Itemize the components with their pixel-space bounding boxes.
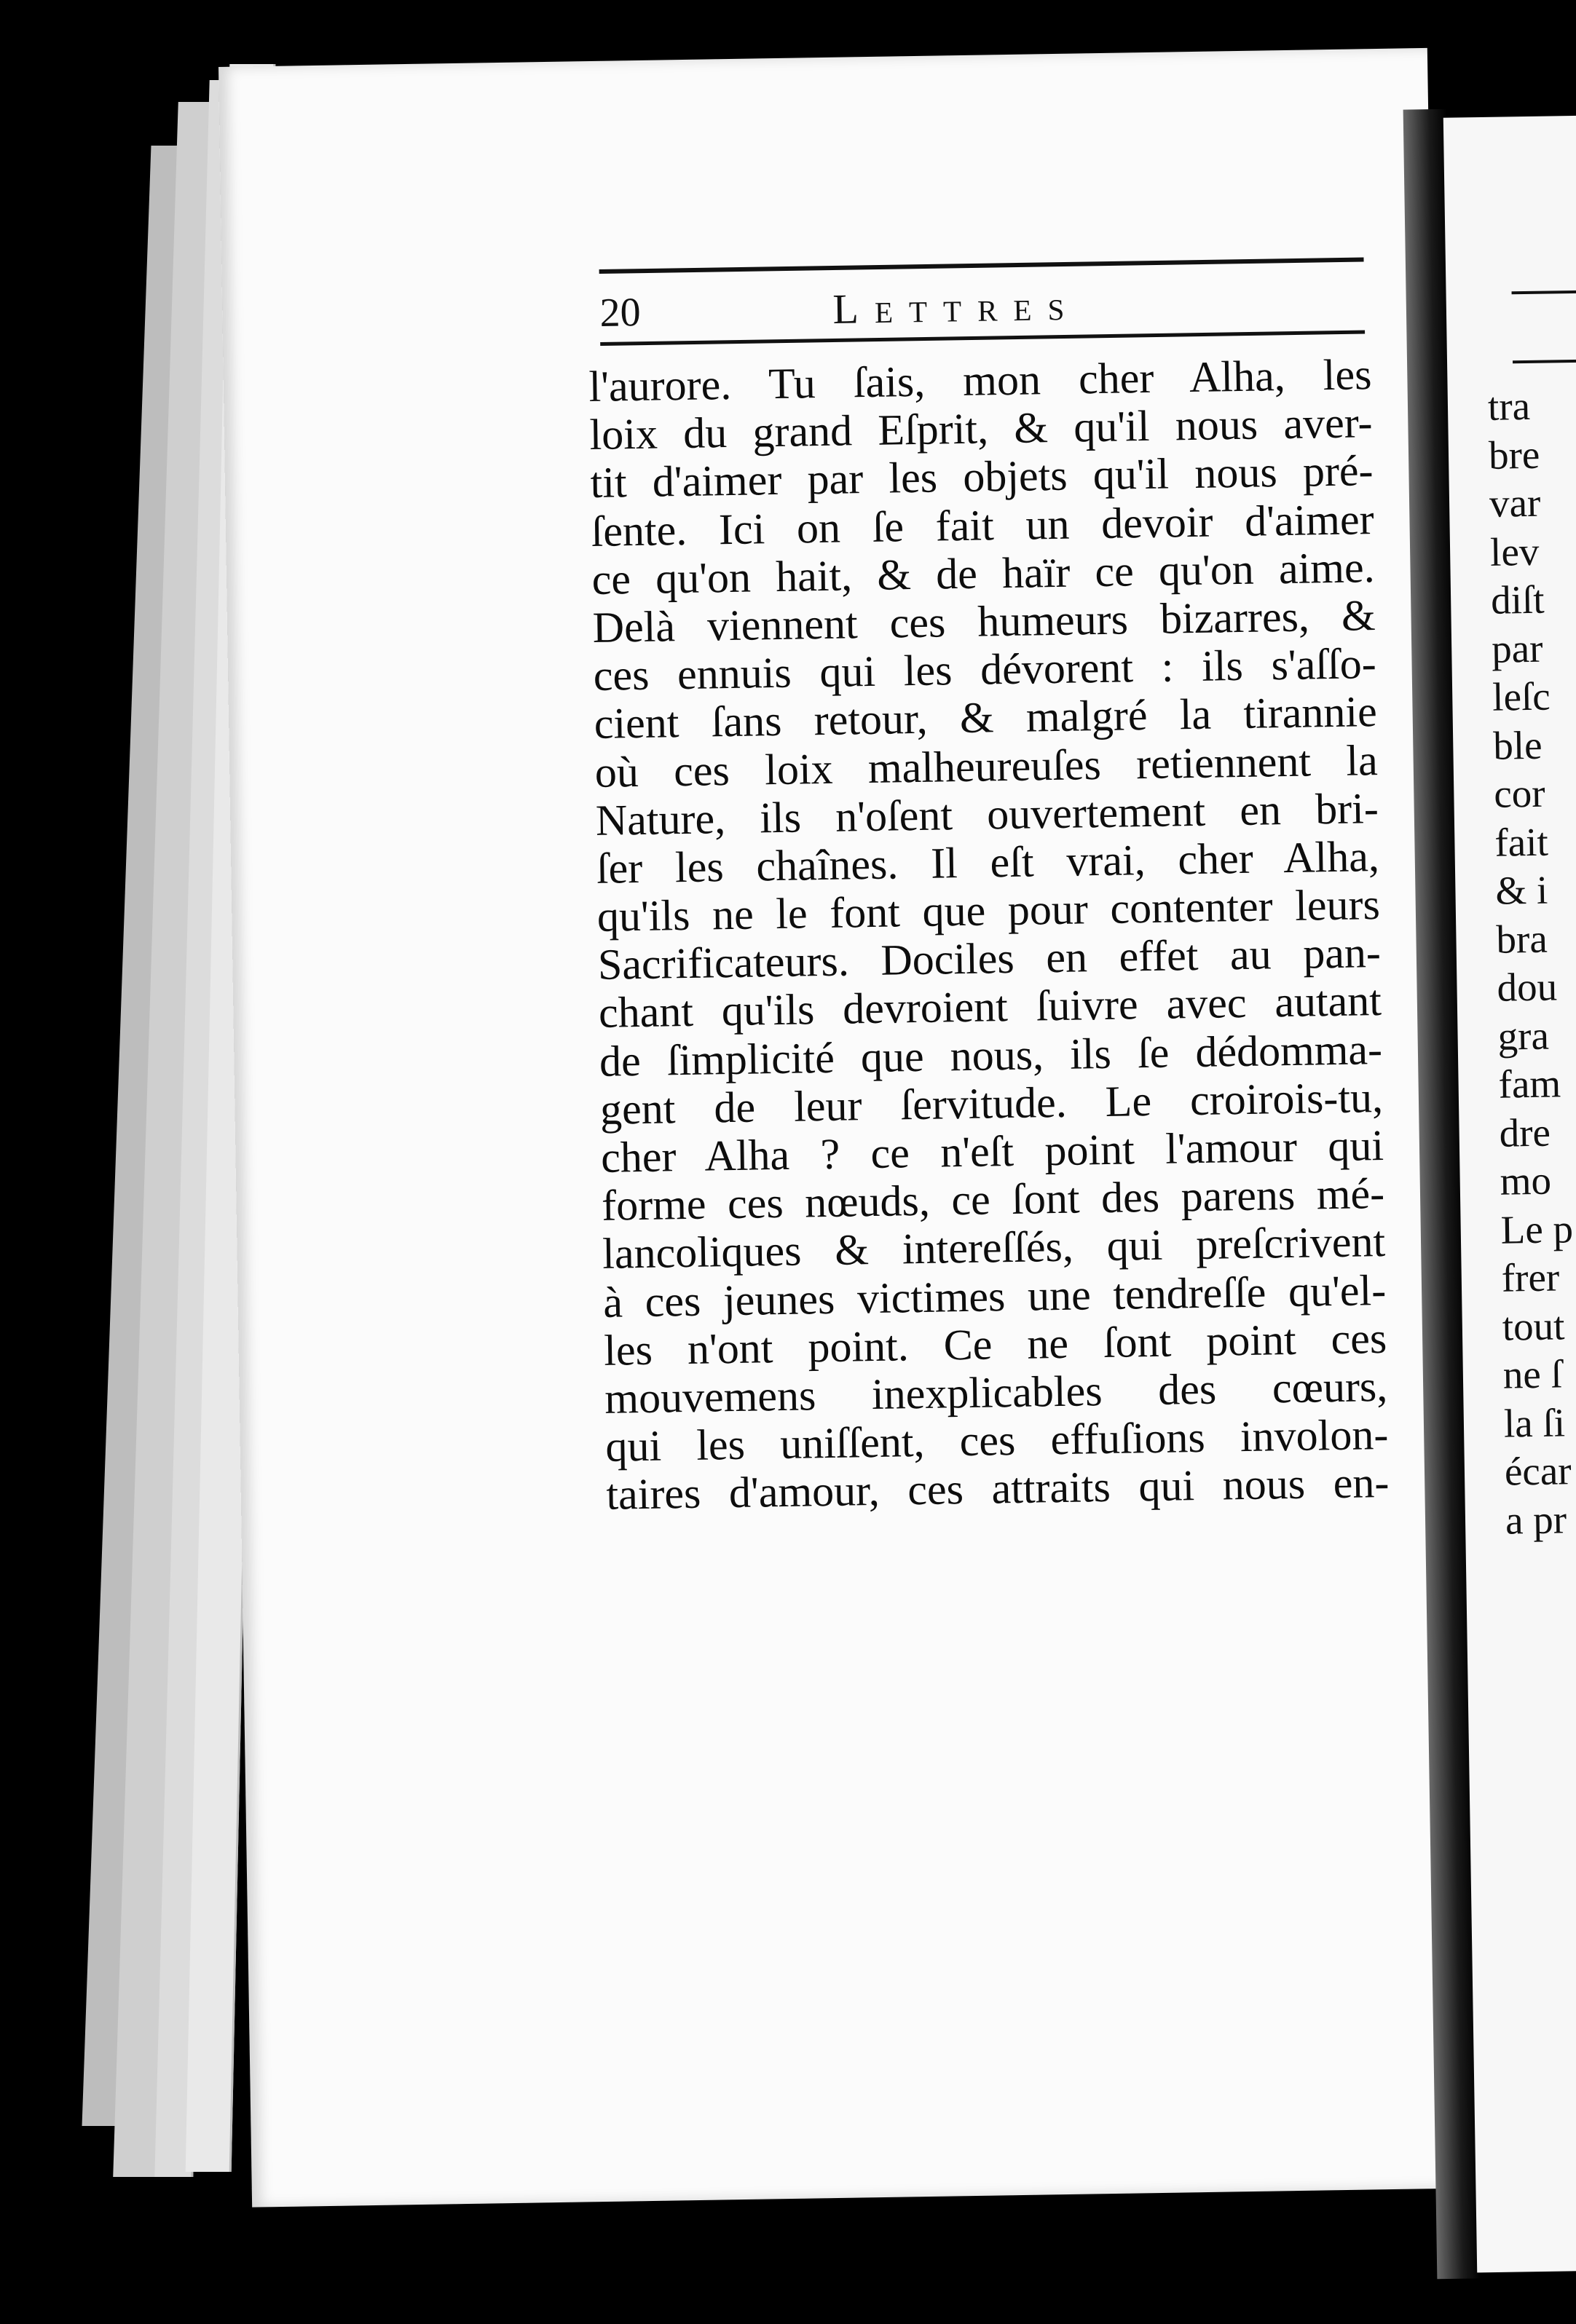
facing-page-text (1487, 379, 1576, 1545)
facing-page-line: mo (1500, 1158, 1552, 1204)
text-line: les n'ont point. Ce ne ſont point ces (603, 1313, 1387, 1375)
text-line: qu'ils ne le font que pour contenter leurs (596, 880, 1381, 941)
facing-page-line: diſt (1490, 577, 1545, 622)
facing-page-line: Le p (1500, 1206, 1574, 1252)
text-line: loix du grand Eſprit, & qu'il nous aver- (589, 398, 1373, 459)
text-line: chant qu'ils devroient ſuivre avec autant (598, 976, 1382, 1038)
facing-page-rule (1513, 358, 1576, 363)
text-line: ces ennuis qui les dévorent : ils s'aſſo- (593, 639, 1377, 700)
facing-page-line: a pr (1505, 1496, 1567, 1543)
text-line: forme ces nœuds, ce ſont des parens mé- (601, 1169, 1385, 1230)
running-head: Lettres (832, 281, 1081, 333)
facing-page-rule (1512, 289, 1576, 294)
page-number: 20 (599, 290, 642, 336)
text-line: de ſimplicité que nous, ils ſe dédomma- (599, 1024, 1383, 1086)
text-line: Nature, ils n'oſent ouvertement en bri- (595, 783, 1379, 845)
text-line: mouvemens inexplicables des cœurs, (604, 1361, 1388, 1423)
facing-page-line: lev (1489, 529, 1540, 574)
text-line: lancoliques & intereſſés, qui preſcrivent (602, 1217, 1386, 1278)
text-line: taires d'amour, ces attraits qui nous en- (605, 1458, 1390, 1519)
text-line: ce qu'on hait, & de haïr ce qu'on aime. (591, 542, 1376, 604)
facing-page-line: & i (1494, 867, 1548, 913)
text-line: l'aurore. Tu ſais, mon cher Alha, les (588, 350, 1372, 411)
facing-page-line: var (1489, 480, 1541, 526)
text-line: Sacrificateurs. Dociles en effet au pan- (597, 928, 1382, 989)
facing-page-line: ne ſ (1502, 1351, 1563, 1397)
facing-page-line: la ſi (1503, 1399, 1566, 1446)
facing-page-line: bre (1488, 432, 1540, 478)
text-line: à ces jeunes victimes une tendreſſe qu'el- (602, 1265, 1387, 1327)
facing-page-line: par (1491, 625, 1543, 671)
facing-page-line: tout (1502, 1303, 1565, 1349)
text-line: gent de leur ſervitude. Le croirois-tu, (599, 1072, 1384, 1134)
facing-page-line: dou (1497, 964, 1558, 1010)
facing-page-line: ble (1492, 722, 1542, 768)
text-line: ſente. Ici on ſe fait un devoir d'aimer (591, 494, 1375, 556)
facing-page-line: tra (1487, 383, 1531, 429)
facing-page-line: écar (1504, 1448, 1572, 1494)
facing-page-line: gra (1497, 1013, 1550, 1059)
text-line: cient ſans retour, & malgré la tirannie (594, 687, 1378, 748)
facing-page-line: fait (1494, 819, 1549, 865)
facing-page-line: dre (1499, 1110, 1551, 1155)
text-line: ſer les chaînes. Il eſt vrai, cher Alha, (596, 831, 1380, 893)
facing-page-line: frer (1501, 1254, 1560, 1300)
text-line: tit d'aimer par les objets qu'il nous pré- (590, 446, 1374, 507)
facing-page-line: bra (1496, 916, 1548, 962)
text-line: cher Alha ? ce n'eſt point l'amour qui (600, 1120, 1384, 1182)
facing-page-line: cor (1493, 770, 1546, 816)
text-line: Delà viennent ces humeurs bizarres, & (592, 591, 1376, 652)
text-line: qui les uniſſent, ces effuſions involon- (604, 1410, 1389, 1471)
facing-page-line: fam (1498, 1061, 1561, 1107)
body-text (588, 350, 1390, 1519)
text-line: où ces loix malheureuſes retiennent la (594, 735, 1379, 797)
facing-page-line: leſc (1492, 673, 1551, 719)
